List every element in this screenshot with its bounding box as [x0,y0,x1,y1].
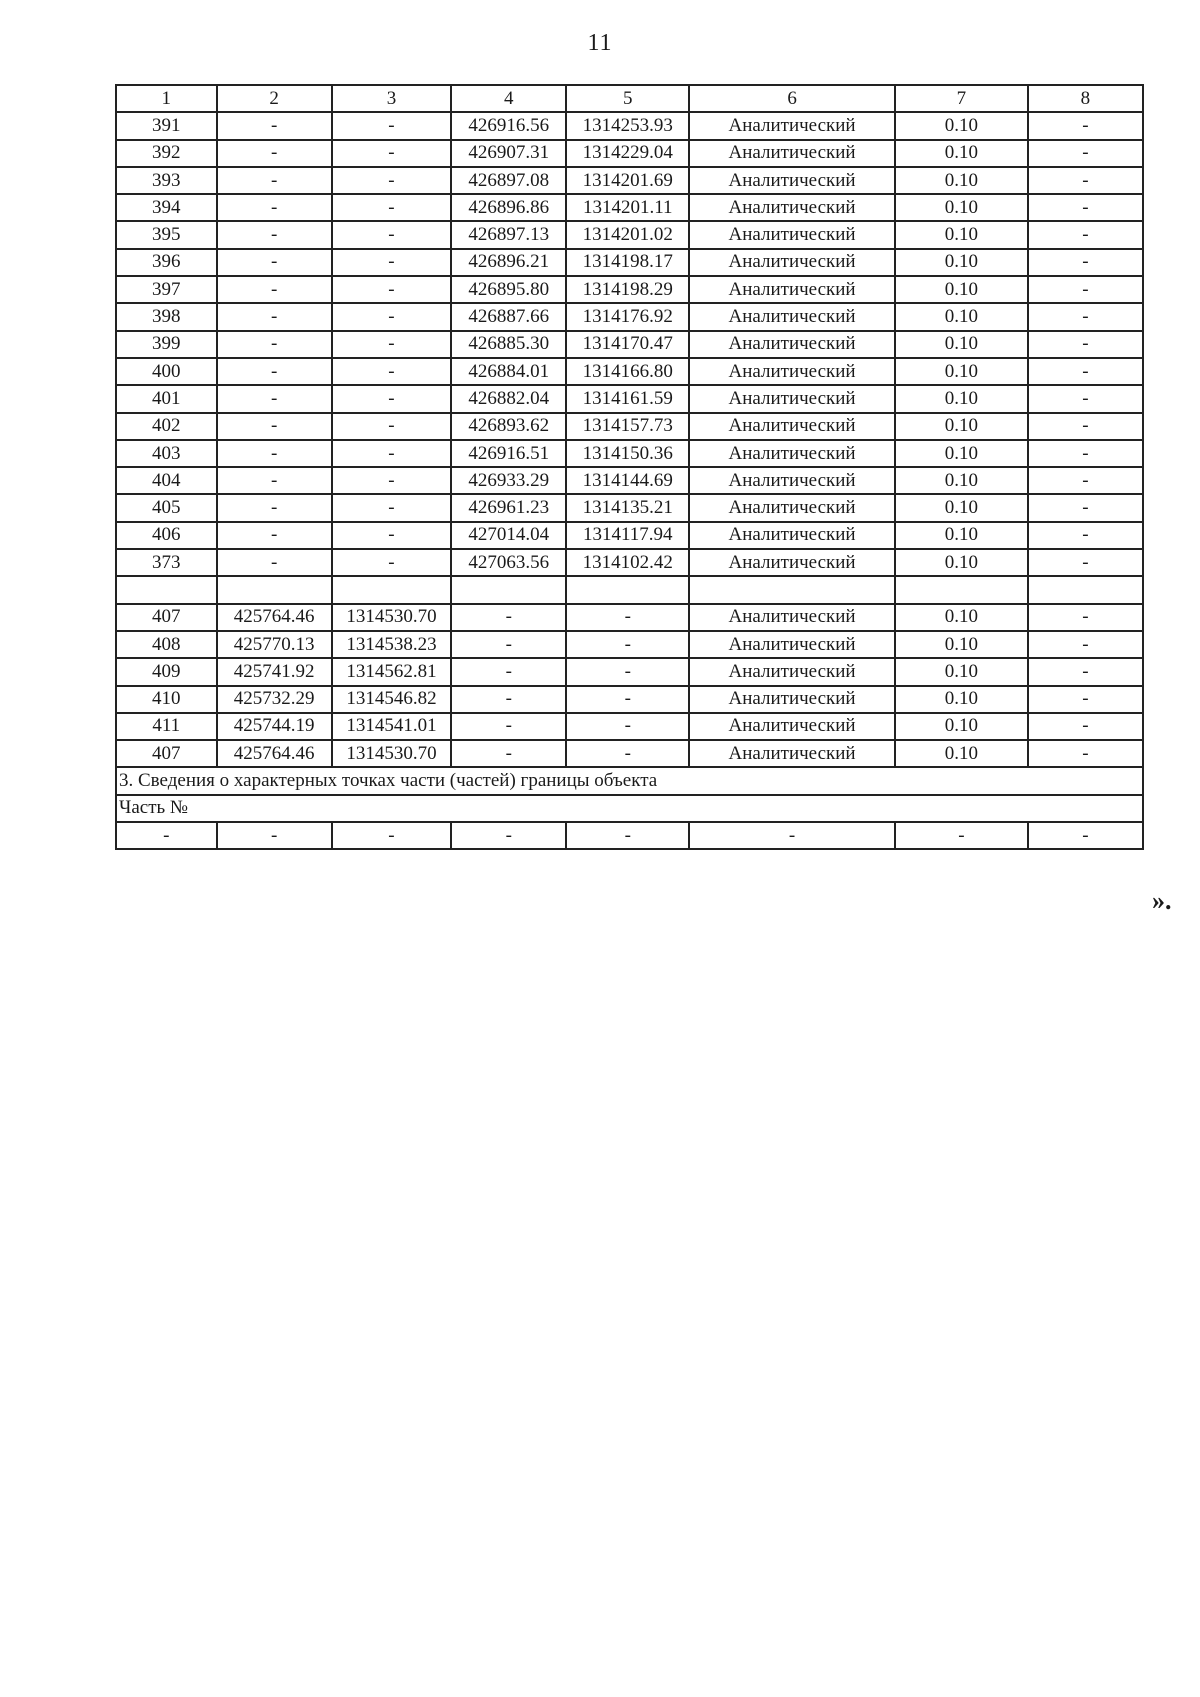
cell-col-3: - [332,194,452,221]
cell-col-4: 426895.80 [451,276,566,303]
table-row [116,604,1143,631]
cell-col-3: - [332,385,452,412]
cell-col-3: - [332,303,452,330]
cell-col-1: 403 [116,440,217,467]
table-row [116,658,1143,685]
cell-col-7: 0.10 [895,331,1028,358]
cell-col-2: 425764.46 [217,604,332,631]
cell-col-1: 410 [116,686,217,713]
cell-col-6: Аналитический [689,467,895,494]
table-row [116,522,1143,549]
cell-col-5: - [566,822,689,849]
cell-col-8: - [1028,522,1143,549]
cell-col-1: 402 [116,413,217,440]
cell-col-8: - [1028,467,1143,494]
cell-col-2: - [217,140,332,167]
cell-col-2: - [217,331,332,358]
cell-col-7: 0.10 [895,276,1028,303]
cell-col-5: 1314201.11 [566,194,689,221]
cell-col-6: Аналитический [689,303,895,330]
empty-cell [451,576,566,603]
table-row [116,221,1143,248]
cell-col-4: 426933.29 [451,467,566,494]
cell-col-2: - [217,494,332,521]
cell-col-1: 394 [116,194,217,221]
cell-col-2: - [217,467,332,494]
cell-col-7: 0.10 [895,686,1028,713]
cell-col-6: Аналитический [689,331,895,358]
table-row [116,494,1143,521]
empty-cell [1028,576,1143,603]
cell-col-3: - [332,167,452,194]
cell-col-2: - [217,440,332,467]
cell-col-7: 0.10 [895,358,1028,385]
cell-col-3: - [332,249,452,276]
cell-col-4: 427063.56 [451,549,566,576]
cell-col-8: - [1028,413,1143,440]
cell-col-5: - [566,631,689,658]
cell-col-2: 425770.13 [217,631,332,658]
cell-col-2: - [217,822,332,849]
cell-col-5: 1314229.04 [566,140,689,167]
table-row [116,167,1143,194]
cell-col-7: 0.10 [895,631,1028,658]
cell-col-3: 1314562.81 [332,658,452,685]
table-row [116,467,1143,494]
cell-col-8: - [1028,631,1143,658]
table-row [116,331,1143,358]
cell-col-7: 0.10 [895,303,1028,330]
table-row [116,276,1143,303]
cell-col-7: 0.10 [895,604,1028,631]
cell-col-5: 1314144.69 [566,467,689,494]
cell-col-3: 1314530.70 [332,740,452,767]
cell-col-2: 425764.46 [217,740,332,767]
cell-col-7: - [895,822,1028,849]
cell-col-3: - [332,522,452,549]
cell-col-7: 0.10 [895,740,1028,767]
cell-col-5: - [566,713,689,740]
cell-col-5: 1314150.36 [566,440,689,467]
cell-col-5: - [566,740,689,767]
cell-col-3: 1314530.70 [332,604,452,631]
cell-col-1: 399 [116,331,217,358]
cell-col-6: Аналитический [689,658,895,685]
cell-col-2: - [217,549,332,576]
cell-col-2: - [217,522,332,549]
cell-col-5: 1314157.73 [566,413,689,440]
cell-col-7: 0.10 [895,658,1028,685]
cell-col-8: - [1028,331,1143,358]
cell-col-4: 426916.56 [451,112,566,139]
cell-col-5: 1314170.47 [566,331,689,358]
cell-col-6: - [689,822,895,849]
cell-col-6: Аналитический [689,740,895,767]
cell-col-1: 400 [116,358,217,385]
cell-col-1: 406 [116,522,217,549]
cell-col-8: - [1028,221,1143,248]
cell-col-5: 1314176.92 [566,303,689,330]
cell-col-3: - [332,112,452,139]
cell-col-5: 1314201.02 [566,221,689,248]
cell-col-4: 426897.13 [451,221,566,248]
cell-col-2: - [217,221,332,248]
cell-col-1: 396 [116,249,217,276]
cell-col-4: 427014.04 [451,522,566,549]
cell-col-6: Аналитический [689,276,895,303]
table-row [116,549,1143,576]
table-row [116,112,1143,139]
cell-col-7: 0.10 [895,194,1028,221]
cell-col-1: 395 [116,221,217,248]
cell-col-8: - [1028,167,1143,194]
cell-col-7: 0.10 [895,467,1028,494]
cell-col-2: - [217,276,332,303]
cell-col-1: 391 [116,112,217,139]
cell-col-6: 6 [689,85,895,112]
cell-col-8: - [1028,194,1143,221]
cell-col-7: 0.10 [895,385,1028,412]
table-row [116,713,1143,740]
cell-col-4: - [451,740,566,767]
cell-col-6: Аналитический [689,358,895,385]
cell-col-2: - [217,112,332,139]
header-row [116,85,1143,112]
cell-col-1: 393 [116,167,217,194]
cell-col-6: Аналитический [689,631,895,658]
cell-col-6: Аналитический [689,385,895,412]
table-body [116,85,1143,849]
cell-col-8: - [1028,385,1143,412]
cell-col-8: - [1028,549,1143,576]
cell-col-2: - [217,413,332,440]
cell-col-3: - [332,221,452,248]
cell-col-8: - [1028,740,1143,767]
cell-col-4: - [451,713,566,740]
cell-col-1: 411 [116,713,217,740]
cell-col-8: 8 [1028,85,1143,112]
cell-col-6: Аналитический [689,221,895,248]
cell-col-3: - [332,140,452,167]
cell-col-8: - [1028,140,1143,167]
cell-col-4: - [451,822,566,849]
cell-col-4: 426897.08 [451,167,566,194]
cell-col-4: 426916.51 [451,440,566,467]
cell-col-3: - [332,494,452,521]
cell-col-4: 426885.30 [451,331,566,358]
cell-col-4: 4 [451,85,566,112]
cell-col-5: 1314198.29 [566,276,689,303]
cell-col-7: 0.10 [895,112,1028,139]
cell-col-7: 0.10 [895,494,1028,521]
cell-col-4: - [451,604,566,631]
cell-col-4: - [451,658,566,685]
cell-col-3: - [332,440,452,467]
table-row [116,358,1143,385]
cell-col-5: 1314166.80 [566,358,689,385]
cell-col-2: 425732.29 [217,686,332,713]
cell-col-2: 425741.92 [217,658,332,685]
cell-col-1: 405 [116,494,217,521]
cell-col-3: - [332,467,452,494]
cell-col-6: Аналитический [689,494,895,521]
cell-col-3: 1314546.82 [332,686,452,713]
cell-col-1: 408 [116,631,217,658]
cell-col-5: 1314201.69 [566,167,689,194]
cell-col-8: - [1028,822,1143,849]
empty-cell [566,576,689,603]
cell-col-8: - [1028,494,1143,521]
cell-col-4: - [451,686,566,713]
section3-title-row [116,767,1143,794]
cell-col-8: - [1028,358,1143,385]
cell-col-5: - [566,604,689,631]
cell-col-1: 407 [116,604,217,631]
cell-col-8: - [1028,604,1143,631]
page-number: 11 [587,30,613,56]
cell-col-6: Аналитический [689,522,895,549]
table-row [116,740,1143,767]
empty-cell [217,576,332,603]
cell-col-6: Аналитический [689,194,895,221]
cell-col-1: 401 [116,385,217,412]
cell-col-8: - [1028,112,1143,139]
cell-col-5: - [566,686,689,713]
cell-col-6: Аналитический [689,604,895,631]
cell-col-4: - [451,631,566,658]
cell-col-4: 426961.23 [451,494,566,521]
cell-col-5: 1314117.94 [566,522,689,549]
cell-col-6: Аналитический [689,167,895,194]
cell-col-8: - [1028,658,1143,685]
cell-col-3: 3 [332,85,452,112]
cell-col-3: 1314541.01 [332,713,452,740]
cell-col-1: 404 [116,467,217,494]
cell-col-3: - [332,822,452,849]
cell-col-4: 426882.04 [451,385,566,412]
cell-col-5: 1314135.21 [566,494,689,521]
cell-col-1: 373 [116,549,217,576]
cell-col-7: 0.10 [895,549,1028,576]
cell-col-8: - [1028,303,1143,330]
cell-col-2: - [217,358,332,385]
cell-col-7: 0.10 [895,440,1028,467]
cell-col-8: - [1028,276,1143,303]
cell-col-4: 426887.66 [451,303,566,330]
cell-col-2: - [217,249,332,276]
cell-col-3: - [332,549,452,576]
cell-col-7: 0.10 [895,140,1028,167]
cell-col-5: 1314198.17 [566,249,689,276]
cell-col-5: 1314102.42 [566,549,689,576]
cell-col-6: Аналитический [689,549,895,576]
closing-quote: ». [1152,886,1172,915]
cell-col-4: 426907.31 [451,140,566,167]
cell-col-2: - [217,385,332,412]
cell-col-2: - [217,167,332,194]
cell-col-5: - [566,658,689,685]
cell-col-4: 426896.86 [451,194,566,221]
cell-col-3: - [332,413,452,440]
cell-col-5: 1314253.93 [566,112,689,139]
separator-row [116,576,1143,603]
cell-col-1: 407 [116,740,217,767]
cell-col-1: - [116,822,217,849]
cell-col-5: 5 [566,85,689,112]
cell-col-7: 0.10 [895,522,1028,549]
table-row [116,194,1143,221]
cell-col-1: 397 [116,276,217,303]
table-row [116,385,1143,412]
cell-col-7: 0.10 [895,413,1028,440]
cell-col-6: Аналитический [689,249,895,276]
cell-col-3: - [332,331,452,358]
cell-col-8: - [1028,713,1143,740]
cell-col-2: - [217,194,332,221]
part-label-row [116,795,1143,822]
empty-cell [689,576,895,603]
table-row [116,631,1143,658]
part-label-row-text: Часть № [116,795,1143,822]
dash-row [116,822,1143,849]
cell-col-6: Аналитический [689,413,895,440]
table-row [116,686,1143,713]
cell-col-1: 1 [116,85,217,112]
cell-col-4: 426896.21 [451,249,566,276]
cell-col-1: 392 [116,140,217,167]
cell-col-6: Аналитический [689,686,895,713]
cell-col-3: - [332,276,452,303]
empty-cell [332,576,452,603]
cell-col-6: Аналитический [689,713,895,740]
cell-col-1: 409 [116,658,217,685]
table-row [116,413,1143,440]
cell-col-7: 0.10 [895,221,1028,248]
cell-col-2: 425744.19 [217,713,332,740]
cell-col-2: 2 [217,85,332,112]
cell-col-2: - [217,303,332,330]
cell-col-4: 426893.62 [451,413,566,440]
cell-col-8: - [1028,440,1143,467]
empty-cell [895,576,1028,603]
cell-col-3: - [332,358,452,385]
cell-col-6: Аналитический [689,140,895,167]
table-row [116,303,1143,330]
coordinates-table [115,84,1144,850]
cell-col-7: 0.10 [895,249,1028,276]
table-row [116,440,1143,467]
cell-col-7: 0.10 [895,167,1028,194]
section3-title-row-text: 3. Сведения о характерных точках части (частей) границы объекта [116,767,1143,794]
cell-col-7: 7 [895,85,1028,112]
cell-col-4: 426884.01 [451,358,566,385]
cell-col-6: Аналитический [689,112,895,139]
cell-col-8: - [1028,249,1143,276]
cell-col-3: 1314538.23 [332,631,452,658]
cell-col-5: 1314161.59 [566,385,689,412]
table-row [116,140,1143,167]
cell-col-6: Аналитический [689,440,895,467]
cell-col-7: 0.10 [895,713,1028,740]
cell-col-1: 398 [116,303,217,330]
empty-cell [116,576,217,603]
table-row [116,249,1143,276]
cell-col-8: - [1028,686,1143,713]
